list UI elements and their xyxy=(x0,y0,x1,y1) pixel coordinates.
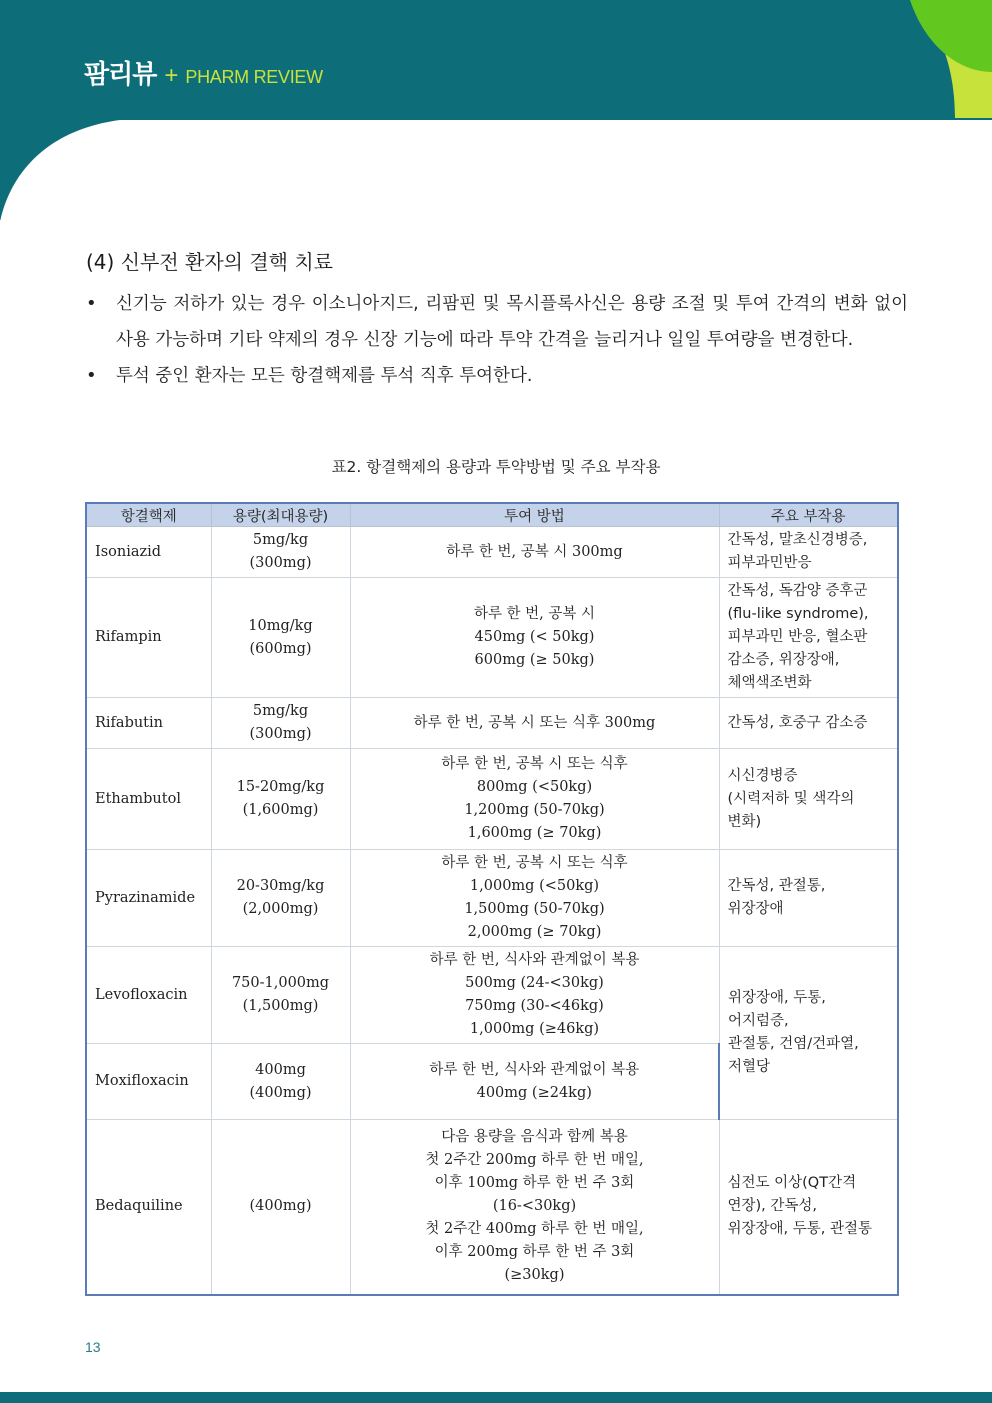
dose-cell xyxy=(211,578,350,698)
dose-line: (1,600mg) xyxy=(242,802,319,818)
header-method: 투여 방법 xyxy=(350,503,719,527)
effects-line: 위장장애, 두통, 관절통 xyxy=(727,1221,872,1238)
drug-name: Bedaquiline xyxy=(86,1120,211,1295)
method-line: 이후 100mg 하루 한 번 주 3회 xyxy=(434,1175,635,1192)
method-line: 1,600mg (≥ 70kg) xyxy=(467,825,602,841)
method-line: 다음 용량을 음식과 함께 복용 xyxy=(441,1129,628,1146)
dose-line: 15-20mg/kg xyxy=(236,779,325,795)
method-line: 이후 200mg 하루 한 번 주 3회 xyxy=(434,1244,635,1261)
table-row xyxy=(86,698,898,749)
dose-line: 5mg/kg xyxy=(252,703,309,719)
dose-line: (600mg) xyxy=(249,640,312,657)
dose-cell xyxy=(211,749,350,850)
drug-name: Moxifloxacin xyxy=(86,1044,211,1120)
method-line: 600mg (≥ 50kg) xyxy=(474,652,595,668)
method-line: 1,000mg (≥46kg) xyxy=(469,1021,600,1037)
method-line: 1,500mg (50-70kg) xyxy=(464,901,605,917)
method-cell xyxy=(350,578,719,698)
header-drug: 항결핵제 xyxy=(86,503,211,527)
effects-cell xyxy=(719,850,898,947)
effects-cell xyxy=(719,947,898,1120)
method-line: 450mg (< 50kg) xyxy=(474,629,595,645)
method-line: (16-<30kg) xyxy=(492,1198,577,1215)
table-row xyxy=(86,578,898,698)
method-line: 첫 2주간 200mg 하루 한 번 매일, xyxy=(425,1152,644,1169)
method-line: 하루 한 번, 공복 시 xyxy=(473,606,596,622)
dose-line: (400mg) xyxy=(249,1198,312,1215)
effects-line: 피부과민반응 xyxy=(727,555,812,571)
dose-line: (1,500mg) xyxy=(242,998,319,1014)
effects-cell xyxy=(719,1120,898,1295)
effects-line: 간독성, 호중구 감소증 xyxy=(727,714,868,731)
page-header xyxy=(0,0,992,220)
effects-line: 위장장애, 두통, xyxy=(728,990,826,1006)
method-line: 800mg (<50kg) xyxy=(476,779,593,795)
effects-line: 체액색조변화 xyxy=(727,675,812,691)
brand-plus: + xyxy=(164,62,179,89)
dose-line: 20-30mg/kg xyxy=(236,878,325,894)
dose-cell xyxy=(211,1120,350,1295)
method-line: 500mg (24-<30kg) xyxy=(465,975,604,991)
brand-name-ko: 팜리뷰 xyxy=(84,60,157,90)
method-line: 750mg (30-<46kg) xyxy=(465,998,604,1014)
dose-line: (400mg) xyxy=(249,1084,312,1101)
drug-name: Rifabutin xyxy=(86,698,211,749)
header-graphic xyxy=(0,0,992,220)
table-row xyxy=(86,749,898,850)
footer-bar xyxy=(0,1392,992,1403)
effects-line: 감소증, 위장장애, xyxy=(727,652,840,668)
dose-cell xyxy=(211,947,350,1044)
dose-line: 10mg/kg xyxy=(248,617,313,634)
dose-cell xyxy=(211,850,350,947)
dose-line: (2,000mg) xyxy=(242,901,319,917)
effects-cell xyxy=(719,749,898,850)
bullet-item: • 신기능 저하가 있는 경우 이소니아지드, 리팜핀 및 목시플록사신은 용량 조절 및 투여 간격의 변화 없이 사용 가능하며 기타 약제의 경우 신장 기능에 따라 투약 간격을 늘리거나 일일 투여량을 변경한다. xyxy=(86,286,908,358)
effects-line: 간독성, 말초신경병증, xyxy=(727,532,868,548)
effects-line: 시신경병증 xyxy=(727,767,798,784)
effects-line: 간독성, 독감양 증후군 xyxy=(727,583,868,599)
effects-line: 심전도 이상(QT간격 xyxy=(727,1175,857,1192)
dose-cell xyxy=(211,527,350,578)
method-cell xyxy=(350,947,719,1044)
method-line: 하루 한 번, 식사와 관계없이 복용 xyxy=(429,952,640,968)
effects-cell xyxy=(719,527,898,578)
method-line: 1,200mg (50-70kg) xyxy=(464,802,605,818)
effects-line: (시력저하 및 색각의 xyxy=(727,790,855,807)
method-cell xyxy=(350,850,719,947)
drug-name: Ethambutol xyxy=(86,749,211,850)
effects-line: (flu-like syndrome), xyxy=(727,606,869,622)
table-row xyxy=(86,850,898,947)
effects-line: 위장장애 xyxy=(727,901,784,917)
table-row xyxy=(86,527,898,578)
method-line: 하루 한 번, 식사와 관계없이 복용 xyxy=(429,1061,640,1078)
effects-line: 간독성, 관절통, xyxy=(727,878,826,894)
table-header-row xyxy=(86,503,898,527)
method-cell xyxy=(350,698,719,749)
method-line: 하루 한 번, 공복 시 또는 식후 300mg xyxy=(413,714,656,731)
dose-cell xyxy=(211,698,350,749)
drug-name: Levofloxacin xyxy=(86,947,211,1044)
method-cell xyxy=(350,749,719,850)
method-line: 2,000mg (≥ 70kg) xyxy=(467,924,602,940)
brand-logo xyxy=(84,54,323,91)
dose-line: (300mg) xyxy=(249,726,312,742)
dose-line: 5mg/kg xyxy=(252,532,309,548)
effects-line: 어지럼증, xyxy=(728,1013,789,1029)
method-line: 하루 한 번, 공복 시 300mg xyxy=(446,543,623,560)
dose-line: 750-1,000mg xyxy=(231,975,330,991)
method-cell xyxy=(350,527,719,578)
effects-line: 피부과민 반응, 혈소판 xyxy=(727,629,868,645)
drug-name: Pyrazinamide xyxy=(86,850,211,947)
effects-cell xyxy=(719,698,898,749)
method-line: 하루 한 번, 공복 시 또는 식후 xyxy=(441,855,628,871)
brand-name-en: PHARM REVIEW xyxy=(185,67,323,87)
effects-line: 관절통, 건염/건파열, xyxy=(728,1036,859,1052)
method-line: 400mg (≥24kg) xyxy=(476,1084,592,1101)
method-cell xyxy=(350,1120,719,1295)
page-number: 13 xyxy=(85,1339,101,1355)
section-title: (4) 신부전 환자의 결핵 치료 xyxy=(86,250,333,274)
method-line: 1,000mg (<50kg) xyxy=(469,878,600,894)
dose-line: (300mg) xyxy=(249,555,312,571)
table-caption: 표2. 항결핵제의 용량과 투약방법 및 주요 부작용 xyxy=(331,458,661,476)
drug-table xyxy=(85,502,899,1296)
table-row xyxy=(86,947,898,1044)
effects-cell xyxy=(719,578,898,698)
method-line: 첫 2주간 400mg 하루 한 번 매일, xyxy=(425,1221,644,1238)
dose-line: 400mg xyxy=(255,1061,306,1078)
drug-name: Isoniazid xyxy=(86,527,211,578)
dose-cell xyxy=(211,1044,350,1120)
header-dose: 용량(최대용량) xyxy=(211,503,350,527)
effects-line: 연장), 간독성, xyxy=(727,1198,818,1215)
method-cell xyxy=(350,1044,719,1120)
drug-name: Rifampin xyxy=(86,578,211,698)
header-effects: 주요 부작용 xyxy=(719,503,898,527)
effects-line: 저혈당 xyxy=(728,1059,771,1075)
table-row xyxy=(86,1120,898,1295)
effects-line: 변화) xyxy=(727,813,762,830)
bullet-item: • 투석 중인 환자는 모든 항결핵제를 투석 직후 투여한다. xyxy=(86,358,908,394)
method-line: (≥30kg) xyxy=(504,1267,565,1284)
method-line: 하루 한 번, 공복 시 또는 식후 xyxy=(441,756,628,772)
bullet-list xyxy=(86,286,908,394)
